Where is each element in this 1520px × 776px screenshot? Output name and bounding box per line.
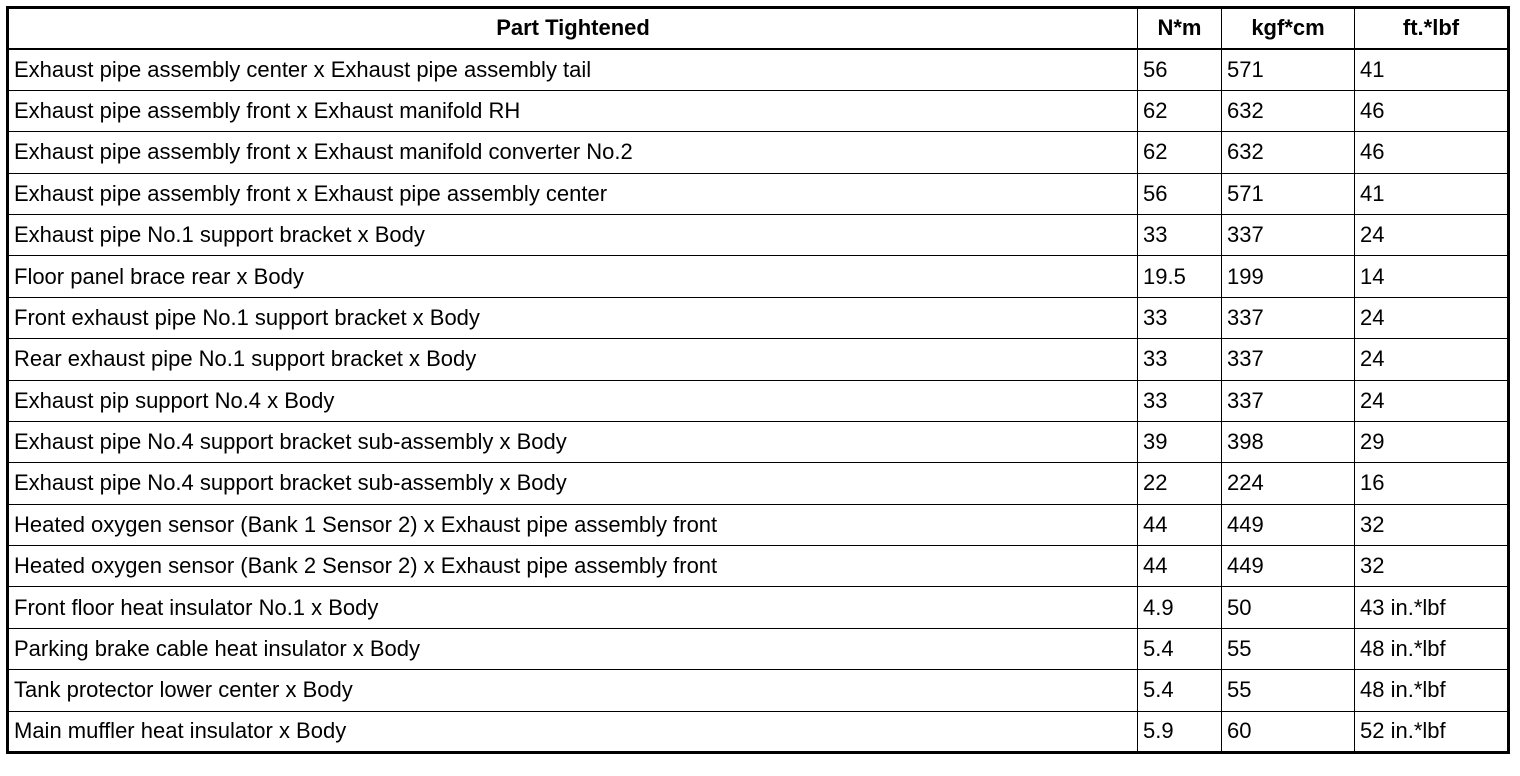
table-row bbox=[8, 49, 1509, 90]
cell-part-tightened: Exhaust pipe No.4 support bracket sub-assembly x Body bbox=[8, 421, 1138, 462]
cell-kgf-cm: 571 bbox=[1222, 49, 1355, 90]
cell-part-tightened: Front floor heat insulator No.1 x Body bbox=[8, 587, 1138, 628]
cell-part-tightened: Tank protector lower center x Body bbox=[8, 670, 1138, 711]
cell-kgf-cm: 50 bbox=[1222, 587, 1355, 628]
table-body bbox=[8, 49, 1509, 753]
cell-part-tightened: Exhaust pip support No.4 x Body bbox=[8, 380, 1138, 421]
header-part-tightened: Part Tightened bbox=[8, 8, 1138, 49]
cell-newton-meter: 4.9 bbox=[1138, 587, 1222, 628]
header-kgf-cm: kgf*cm bbox=[1222, 8, 1355, 49]
cell-ft-lbf: 24 bbox=[1355, 297, 1509, 338]
cell-kgf-cm: 60 bbox=[1222, 711, 1355, 752]
cell-ft-lbf: 48 in.*lbf bbox=[1355, 670, 1509, 711]
cell-part-tightened: Floor panel brace rear x Body bbox=[8, 256, 1138, 297]
cell-part-tightened: Exhaust pipe assembly front x Exhaust manifold converter No.2 bbox=[8, 132, 1138, 173]
torque-specification-table bbox=[6, 6, 1510, 754]
cell-ft-lbf: 48 in.*lbf bbox=[1355, 628, 1509, 669]
cell-part-tightened: Heated oxygen sensor (Bank 1 Sensor 2) x Exhaust pipe assembly front bbox=[8, 504, 1138, 545]
cell-kgf-cm: 199 bbox=[1222, 256, 1355, 297]
table-row bbox=[8, 711, 1509, 752]
cell-kgf-cm: 224 bbox=[1222, 463, 1355, 504]
cell-newton-meter: 5.9 bbox=[1138, 711, 1222, 752]
cell-part-tightened: Exhaust pipe assembly center x Exhaust pipe assembly tail bbox=[8, 49, 1138, 90]
cell-ft-lbf: 24 bbox=[1355, 380, 1509, 421]
header-newton-meter: N*m bbox=[1138, 8, 1222, 49]
table-row bbox=[8, 628, 1509, 669]
cell-ft-lbf: 41 bbox=[1355, 49, 1509, 90]
cell-ft-lbf: 29 bbox=[1355, 421, 1509, 462]
cell-ft-lbf: 24 bbox=[1355, 214, 1509, 255]
cell-kgf-cm: 337 bbox=[1222, 297, 1355, 338]
cell-ft-lbf: 52 in.*lbf bbox=[1355, 711, 1509, 752]
cell-newton-meter: 33 bbox=[1138, 214, 1222, 255]
cell-kgf-cm: 571 bbox=[1222, 173, 1355, 214]
cell-kgf-cm: 449 bbox=[1222, 504, 1355, 545]
cell-newton-meter: 33 bbox=[1138, 297, 1222, 338]
cell-part-tightened: Rear exhaust pipe No.1 support bracket x Body bbox=[8, 339, 1138, 380]
cell-kgf-cm: 337 bbox=[1222, 380, 1355, 421]
cell-newton-meter: 19.5 bbox=[1138, 256, 1222, 297]
cell-ft-lbf: 32 bbox=[1355, 546, 1509, 587]
table-row bbox=[8, 132, 1509, 173]
cell-part-tightened: Exhaust pipe No.1 support bracket x Body bbox=[8, 214, 1138, 255]
cell-part-tightened: Exhaust pipe assembly front x Exhaust manifold RH bbox=[8, 90, 1138, 131]
cell-part-tightened: Main muffler heat insulator x Body bbox=[8, 711, 1138, 752]
cell-ft-lbf: 24 bbox=[1355, 339, 1509, 380]
cell-ft-lbf: 43 in.*lbf bbox=[1355, 587, 1509, 628]
cell-part-tightened: Front exhaust pipe No.1 support bracket x Body bbox=[8, 297, 1138, 338]
table-row bbox=[8, 380, 1509, 421]
cell-newton-meter: 56 bbox=[1138, 49, 1222, 90]
header-ft-lbf: ft.*lbf bbox=[1355, 8, 1509, 49]
cell-newton-meter: 62 bbox=[1138, 90, 1222, 131]
table-row bbox=[8, 504, 1509, 545]
cell-newton-meter: 44 bbox=[1138, 546, 1222, 587]
cell-kgf-cm: 337 bbox=[1222, 339, 1355, 380]
cell-kgf-cm: 449 bbox=[1222, 546, 1355, 587]
cell-kgf-cm: 632 bbox=[1222, 90, 1355, 131]
table-row bbox=[8, 256, 1509, 297]
table-row bbox=[8, 587, 1509, 628]
table-row bbox=[8, 214, 1509, 255]
table-row bbox=[8, 339, 1509, 380]
cell-newton-meter: 22 bbox=[1138, 463, 1222, 504]
cell-newton-meter: 33 bbox=[1138, 339, 1222, 380]
cell-ft-lbf: 46 bbox=[1355, 132, 1509, 173]
cell-part-tightened: Exhaust pipe No.4 support bracket sub-assembly x Body bbox=[8, 463, 1138, 504]
cell-part-tightened: Heated oxygen sensor (Bank 2 Sensor 2) x Exhaust pipe assembly front bbox=[8, 546, 1138, 587]
cell-kgf-cm: 55 bbox=[1222, 670, 1355, 711]
cell-newton-meter: 33 bbox=[1138, 380, 1222, 421]
cell-newton-meter: 44 bbox=[1138, 504, 1222, 545]
cell-kgf-cm: 632 bbox=[1222, 132, 1355, 173]
cell-newton-meter: 39 bbox=[1138, 421, 1222, 462]
table-row bbox=[8, 173, 1509, 214]
cell-newton-meter: 62 bbox=[1138, 132, 1222, 173]
cell-ft-lbf: 16 bbox=[1355, 463, 1509, 504]
cell-kgf-cm: 337 bbox=[1222, 214, 1355, 255]
cell-ft-lbf: 46 bbox=[1355, 90, 1509, 131]
table-header-row bbox=[8, 8, 1509, 49]
table-row bbox=[8, 463, 1509, 504]
table-row bbox=[8, 297, 1509, 338]
table-row bbox=[8, 90, 1509, 131]
cell-ft-lbf: 32 bbox=[1355, 504, 1509, 545]
cell-kgf-cm: 55 bbox=[1222, 628, 1355, 669]
cell-part-tightened: Parking brake cable heat insulator x Body bbox=[8, 628, 1138, 669]
cell-newton-meter: 56 bbox=[1138, 173, 1222, 214]
table-row bbox=[8, 670, 1509, 711]
cell-part-tightened: Exhaust pipe assembly front x Exhaust pipe assembly center bbox=[8, 173, 1138, 214]
cell-ft-lbf: 14 bbox=[1355, 256, 1509, 297]
table-row bbox=[8, 421, 1509, 462]
cell-kgf-cm: 398 bbox=[1222, 421, 1355, 462]
cell-newton-meter: 5.4 bbox=[1138, 670, 1222, 711]
cell-ft-lbf: 41 bbox=[1355, 173, 1509, 214]
table-row bbox=[8, 546, 1509, 587]
cell-newton-meter: 5.4 bbox=[1138, 628, 1222, 669]
